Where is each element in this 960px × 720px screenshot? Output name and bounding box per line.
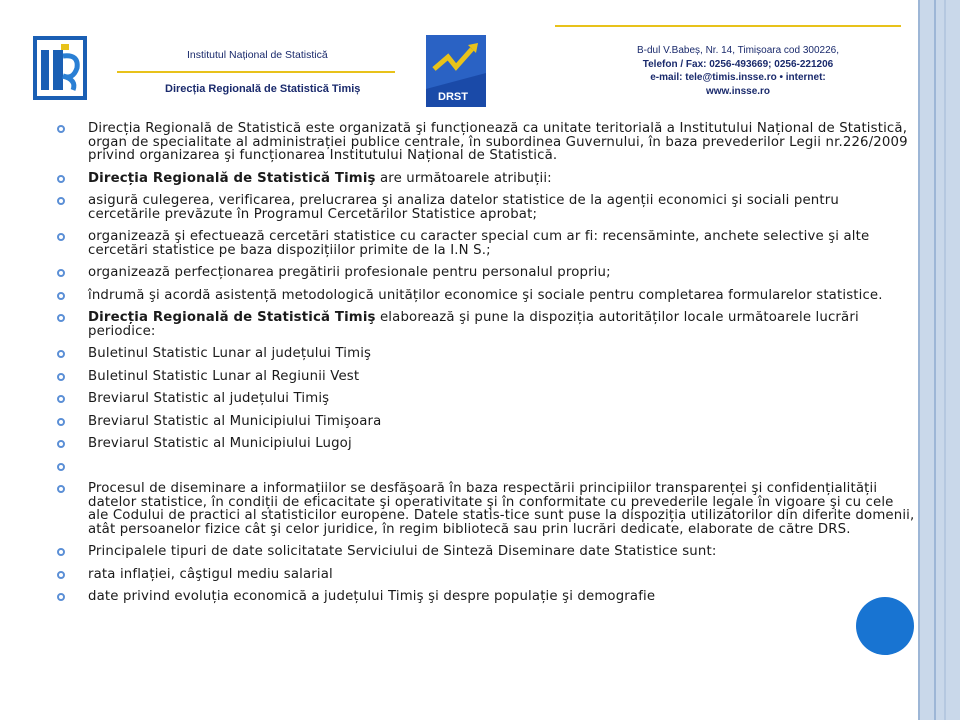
bar-line	[918, 0, 920, 720]
item-text: îndrumă şi acordă asistență metodologică unităților economice şi sociale pentru completarea formularelor statistice.	[88, 287, 883, 303]
bullet-icon	[57, 571, 65, 579]
list-item	[57, 545, 915, 559]
gold-divider	[555, 25, 901, 27]
item-text: Breviarul Statistic al județului Timiş	[88, 391, 330, 406]
list-item	[57, 347, 915, 361]
item-text: organizează perfecționarea pregătirii profesionale pentru personalul propriu;	[88, 265, 611, 280]
item-bold-text: Direcția Regională de Statistică Timiş	[88, 170, 376, 186]
contact-email: e-mail: tele@timis.insse.ro • internet: www.insse.ro	[650, 72, 826, 97]
bullet-icon	[57, 485, 65, 493]
institute-title: Institutul Național de Statistică	[187, 49, 328, 61]
item-text: asigură culegerea, verificarea, prelucrarea şi analiza datelor statistice de la agenții economici şi sociali pentru cercetările prevăzute în Programul Cercetărilor Statistice aprobat;	[88, 193, 839, 222]
directorate-title: Direcția Regională de Statistică Timiș	[165, 83, 361, 95]
decorative-blue-circle	[856, 597, 914, 655]
item-text: are următoarele atribuții:	[375, 170, 552, 186]
list-item	[57, 311, 915, 338]
list-item	[57, 590, 915, 604]
list-item	[57, 230, 915, 257]
item-text: Buletinul Statistic Lunar al Regiunii Vest	[88, 368, 360, 384]
contact-phone: Telefon / Fax: 0256-493669; 0256-221206	[642, 58, 834, 70]
ins-logo	[33, 36, 87, 100]
item-text: elaborează şi pune la dispoziția autorităților locale următoarele lucrări periodice:	[88, 310, 859, 339]
bullet-icon	[57, 373, 65, 381]
list-item	[57, 266, 915, 280]
item-text: Direcția Regională de Statistică este organizată şi funcționează ca unitate teritorială a Institutului Național de Statistică, organ de specialitate al administrației publice centrale, în subordinea Guvernului, în baza prevederilor Legii nr.226/2009 privind organizarea şi funcționarea Institutului Național de Statistică.	[88, 121, 908, 163]
item-text: Principalele tipuri de date solicitatate Serviciului de Sinteză Diseminare date Statistice sunt:	[88, 544, 717, 559]
item-text: date privind evoluția economică a județului Timiş şi despre populație şi demografie	[88, 589, 656, 604]
right-decorative-bar	[918, 0, 960, 720]
bullet-icon	[57, 292, 65, 300]
bullet-icon	[57, 197, 65, 205]
bullet-icon	[57, 548, 65, 556]
bullet-icon	[57, 314, 65, 322]
list-item	[57, 392, 915, 406]
item-text: rata inflației, câştigul mediu salarial	[88, 566, 333, 582]
bullet-icon	[57, 350, 65, 358]
list-item	[57, 194, 915, 221]
item-bold-text: Direcția Regională de Statistică Timiş	[88, 310, 376, 325]
list-item	[57, 289, 915, 303]
gold-divider	[117, 71, 395, 73]
bullet-icon	[57, 440, 65, 448]
contact-block	[618, 44, 858, 98]
bar-line	[944, 0, 946, 720]
item-text: Breviarul Statistic al Municipiului Lugoj	[88, 436, 352, 451]
list-item	[57, 482, 915, 536]
bullet-icon	[57, 125, 65, 133]
contact-address: B-dul V.Babeș, Nr. 14, Timișoara cod 300226,	[637, 45, 839, 56]
list-item	[57, 568, 915, 582]
bullet-icon	[57, 463, 65, 471]
list-item	[57, 370, 915, 384]
list-item	[57, 122, 915, 163]
bullet-icon	[57, 233, 65, 241]
item-text: Buletinul Statistic Lunar al județului Timiş	[88, 346, 372, 361]
bullet-icon	[57, 395, 65, 403]
bullet-icon	[57, 593, 65, 601]
list-item	[57, 415, 915, 429]
item-text: Procesul de diseminare a informațiilor se desfăşoară în baza respectării principiilor transparenței şi confidențialității datelor statistice, în condiții de eficacitate şi operativitate şi în conformitate cu prevederile legale în vigoare şi cu cele ale Codului de practici al statisticilor europene. Datele statis-tice sunt puse la dispoziția utilizatorilor din diferite domenii, atât persoanelor fizice cât şi celor juridice, în regim bibliotecă sau prin lucrări dedicate, elaborate de către DRS.	[88, 481, 915, 537]
bullet-icon	[57, 175, 65, 183]
bar-line	[934, 0, 936, 720]
list-item	[57, 172, 915, 186]
bullet-icon	[57, 269, 65, 277]
list-item	[57, 437, 915, 451]
item-text: Breviarul Statistic al Municipiului Timişoara	[88, 413, 382, 429]
list-item-empty	[57, 460, 915, 474]
drst-logo-text: DRST	[438, 91, 468, 103]
letterhead	[0, 0, 918, 112]
bullet-icon	[57, 418, 65, 426]
bullet-list	[57, 122, 915, 613]
item-text: organizează şi efectuează cercetări statistice cu caracter special cum ar fi: recensăminte, anchete selective şi alte cercetări statistice pe baza dispozițiilor primite de la I.N S.;	[88, 229, 870, 258]
